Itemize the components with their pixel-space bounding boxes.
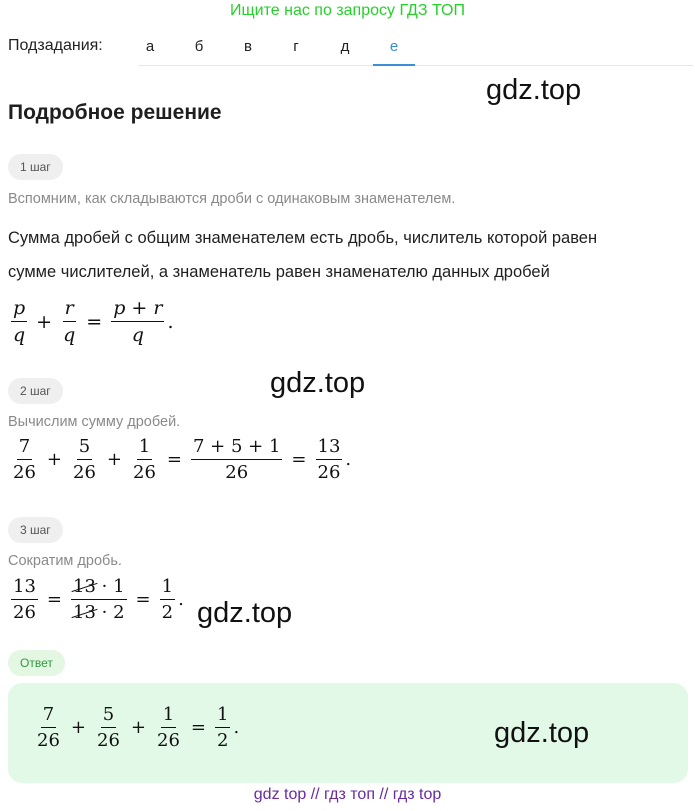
step-badge-2: 2 шаг <box>8 378 63 404</box>
period: . <box>167 310 174 333</box>
denominator: 26 <box>97 730 120 751</box>
equals-sign: = <box>135 589 151 610</box>
numerator: 7 <box>41 704 56 728</box>
fraction-sum <box>191 436 282 483</box>
fraction <box>131 436 158 483</box>
step-badge-1: 1 шаг <box>8 154 63 180</box>
denominator: 2 <box>161 602 174 623</box>
dot-operator: · <box>95 576 114 597</box>
denominator: q <box>63 324 76 346</box>
fraction-sum <box>111 297 164 346</box>
subtask-v[interactable]: в <box>244 38 252 55</box>
answer-formula <box>32 704 239 751</box>
subtasks-bar <box>8 36 688 66</box>
period: . <box>178 589 184 610</box>
subtasks-label: Подзадания: <box>8 37 103 54</box>
answer-badge: Ответ <box>8 650 65 676</box>
fraction <box>155 704 182 751</box>
watermark: gdz.top <box>197 597 293 629</box>
denominator: 26 <box>317 462 341 483</box>
denominator: q <box>13 324 26 346</box>
fraction <box>71 436 98 483</box>
numerator: 1 <box>161 704 176 728</box>
equals-sign: = <box>166 449 182 470</box>
denominator: q <box>131 324 144 346</box>
factor: 2 <box>113 602 125 623</box>
subtask-b[interactable]: б <box>194 38 204 55</box>
step1-formula <box>8 297 173 346</box>
denominator: 26 <box>13 602 36 623</box>
step3-formula <box>8 576 184 623</box>
watermark: gdz.top <box>494 717 590 749</box>
fraction-p-q <box>11 297 27 346</box>
period: . <box>233 717 240 738</box>
fraction-r-q <box>61 297 77 346</box>
page-title: Подробное решение <box>8 101 222 124</box>
numerator: 1 <box>137 436 152 460</box>
factor: 1 <box>113 576 125 597</box>
plus-sign: + <box>130 717 146 738</box>
denominator: 26 <box>225 462 249 483</box>
fraction <box>11 576 38 623</box>
step1-text-line1: Сумма дробей с общим знаменателем есть дробь, числитель которой равен <box>8 229 598 247</box>
numerator: 7 + 5 + 1 <box>191 436 282 460</box>
plus-sign: + <box>36 310 53 333</box>
step1-hint: Вспомним, как складываются дроби с одинаковым знаменателем. <box>8 191 456 207</box>
denominator: 2 <box>217 730 229 751</box>
fraction-cancel <box>71 576 127 623</box>
step3-hint: Сократим дробь. <box>8 553 122 569</box>
cancelled-factor: 13 <box>73 576 96 597</box>
subtask-d[interactable]: д <box>340 38 350 55</box>
step2-formula <box>8 436 351 483</box>
fraction-result <box>316 436 343 483</box>
numerator <box>71 576 127 600</box>
numerator: r <box>63 297 76 322</box>
plus-sign: + <box>70 717 86 738</box>
numerator: 7 <box>17 436 32 460</box>
fraction-result <box>215 704 230 751</box>
fraction <box>95 704 122 751</box>
numerator: 5 <box>101 704 116 728</box>
fraction-result <box>160 576 175 623</box>
numerator: p + r <box>111 297 164 322</box>
equals-sign: = <box>86 310 103 333</box>
footer-links[interactable]: gdz top // гдз топ // гдз top <box>253 786 442 803</box>
step-badge-3: 3 шаг <box>8 517 63 543</box>
numerator: 13 <box>11 576 38 600</box>
numerator: 1 <box>215 704 230 728</box>
cancelled-factor: 13 <box>73 602 96 623</box>
subtask-a[interactable]: а <box>145 38 155 55</box>
equals-sign: = <box>190 717 206 738</box>
subtasks-divider <box>138 65 693 66</box>
denominator: 26 <box>37 730 60 751</box>
denominator: 26 <box>157 730 180 751</box>
denominator <box>71 600 127 623</box>
denominator: 26 <box>73 462 96 483</box>
plus-sign: + <box>106 449 122 470</box>
watermark: gdz.top <box>270 367 366 399</box>
numerator: 1 <box>160 576 175 600</box>
equals-sign: = <box>46 589 62 610</box>
watermark: gdz.top <box>486 74 582 106</box>
search-banner: Ищите нас по запросу ГДЗ ТОП <box>230 2 465 19</box>
equals-sign: = <box>291 449 307 470</box>
denominator: 26 <box>133 462 156 483</box>
fraction <box>11 436 38 483</box>
dot-operator: · <box>95 602 114 623</box>
plus-sign: + <box>46 449 62 470</box>
denominator: 26 <box>13 462 36 483</box>
subtask-e[interactable]: е <box>373 38 415 66</box>
numerator: 5 <box>77 436 92 460</box>
numerator: p <box>11 297 27 322</box>
fraction <box>35 704 62 751</box>
subtask-g[interactable]: г <box>293 38 299 55</box>
numerator: 13 <box>316 436 343 460</box>
step1-text-line2: сумме числителей, а знаменатель равен знаменателю данных дробей <box>8 263 550 281</box>
period: . <box>345 449 352 470</box>
step2-hint: Вычислим сумму дробей. <box>8 414 181 430</box>
